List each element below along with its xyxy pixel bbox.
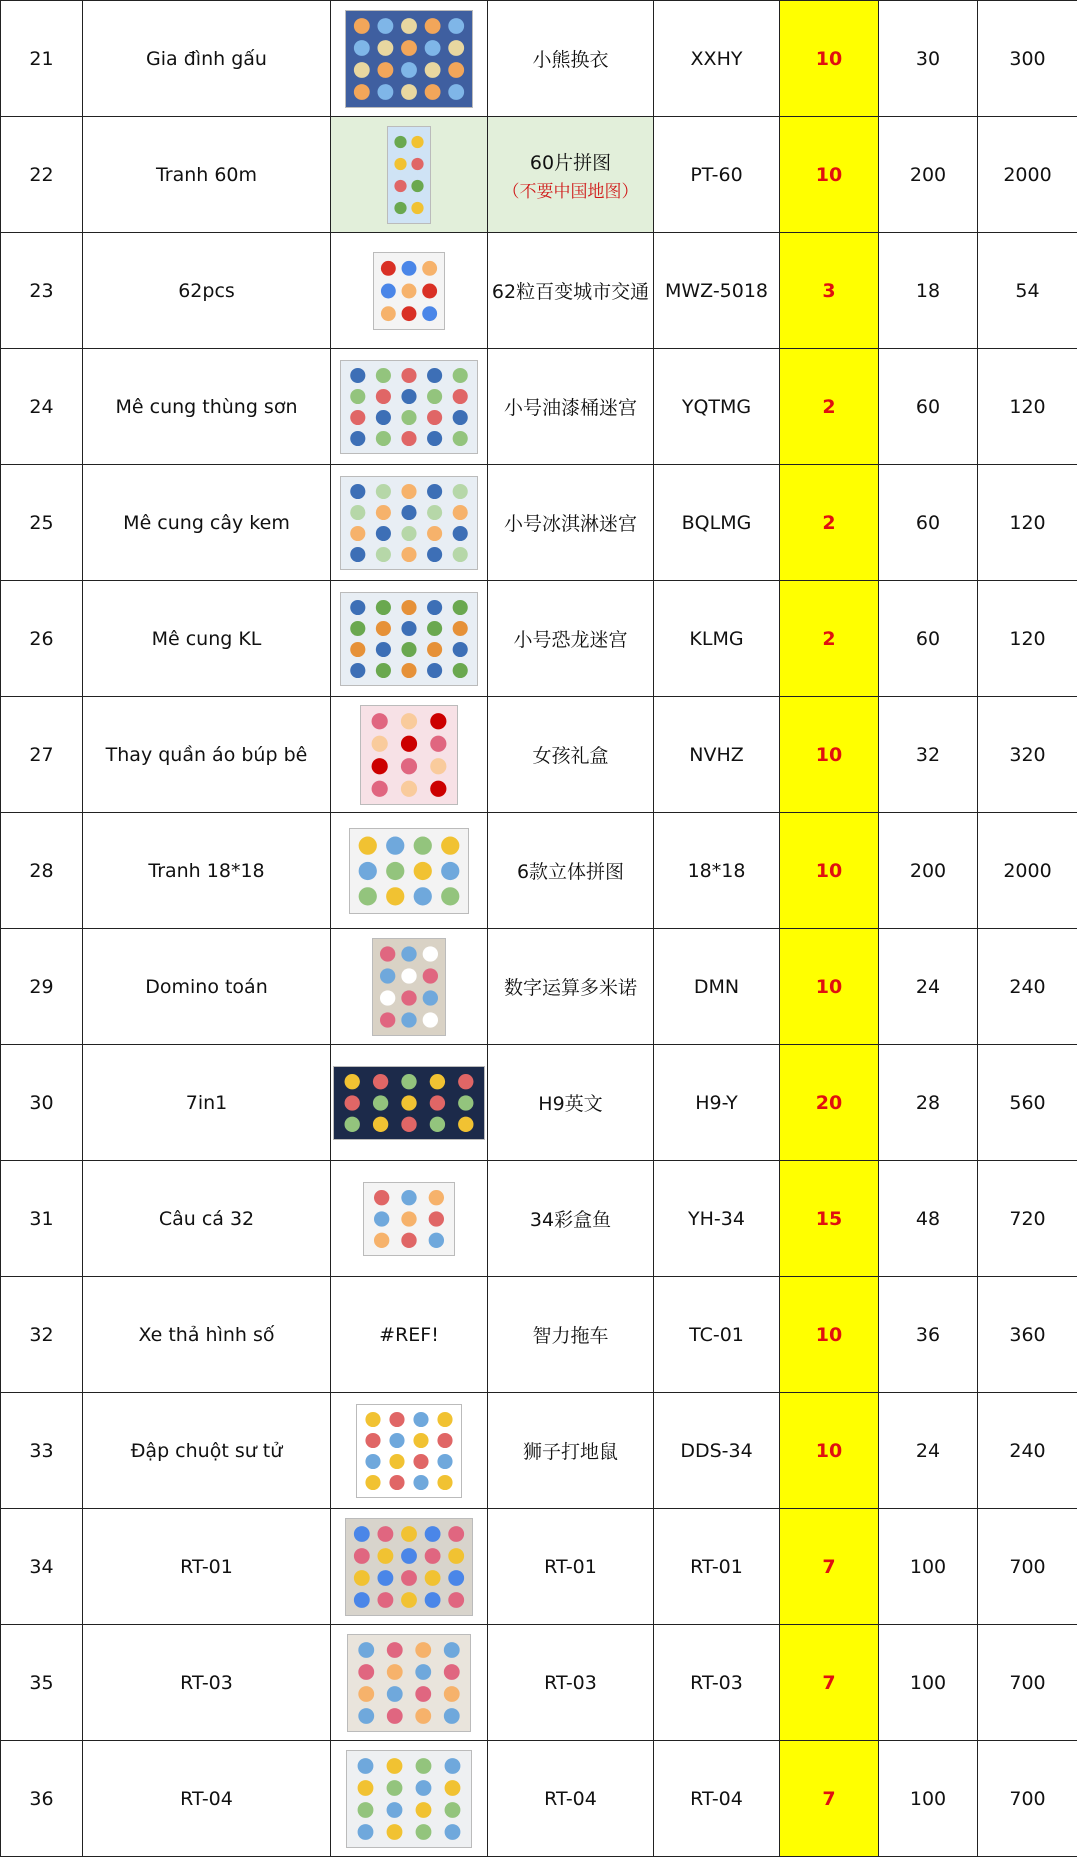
product-thumbnail <box>345 10 473 108</box>
product-code: KLMG <box>654 581 780 697</box>
total: 700 <box>978 1741 1077 1857</box>
row-number: 21 <box>1 1 83 117</box>
product-code: H9-Y <box>654 1045 780 1161</box>
chinese-name-text: RT-04 <box>544 1787 597 1810</box>
chinese-name-text: 狮子打地鼠 <box>522 1441 618 1463</box>
row-number: 31 <box>1 1161 83 1277</box>
product-code: DMN <box>654 929 780 1045</box>
unit-price: 36 <box>879 1277 978 1393</box>
quantity: 7 <box>780 1509 879 1625</box>
product-thumbnail <box>356 1404 462 1498</box>
unit-price: 60 <box>879 465 978 581</box>
vietnamese-name: RT-01 <box>83 1509 331 1625</box>
vietnamese-name: 7in1 <box>83 1045 331 1161</box>
table-row <box>1 1277 1077 1393</box>
row-number: 26 <box>1 581 83 697</box>
row-number: 34 <box>1 1509 83 1625</box>
unit-price: 32 <box>879 697 978 813</box>
chinese-name-text: 62粒百变城市交通 <box>491 281 650 303</box>
unit-price: 100 <box>879 1625 978 1741</box>
row-number: 22 <box>1 117 83 233</box>
quantity: 20 <box>780 1045 879 1161</box>
table-row <box>1 1393 1077 1509</box>
chinese-name-text: RT-01 <box>544 1555 597 1578</box>
total: 54 <box>978 233 1077 349</box>
product-image-cell <box>331 233 488 349</box>
chinese-name-text: 女孩礼盒 <box>532 745 609 767</box>
product-image-cell <box>331 1 488 117</box>
product-image-cell <box>331 1509 488 1625</box>
chinese-name <box>488 117 654 233</box>
product-thumbnail <box>387 126 431 224</box>
product-code: TC-01 <box>654 1277 780 1393</box>
product-image-cell <box>331 1741 488 1857</box>
product-image-cell <box>331 1045 488 1161</box>
total: 360 <box>978 1277 1077 1393</box>
quantity: 10 <box>780 813 879 929</box>
chinese-name-text: 6款立体拼图 <box>516 861 625 883</box>
product-code: NVHZ <box>654 697 780 813</box>
product-code: BQLMG <box>654 465 780 581</box>
unit-price: 18 <box>879 233 978 349</box>
product-thumbnail <box>345 1518 473 1616</box>
chinese-name <box>488 1741 654 1857</box>
row-number: 30 <box>1 1045 83 1161</box>
table-row <box>1 697 1077 813</box>
product-code: PT-60 <box>654 117 780 233</box>
chinese-name <box>488 465 654 581</box>
quantity: 10 <box>780 697 879 813</box>
product-thumbnail <box>340 360 478 454</box>
product-image-cell: #REF! <box>331 1277 488 1393</box>
unit-price: 24 <box>879 1393 978 1509</box>
unit-price: 28 <box>879 1045 978 1161</box>
product-thumbnail <box>373 252 445 330</box>
table-row <box>1 813 1077 929</box>
vietnamese-name: Domino toán <box>83 929 331 1045</box>
chinese-name <box>488 581 654 697</box>
row-number: 25 <box>1 465 83 581</box>
quantity: 3 <box>780 233 879 349</box>
product-code: 18*18 <box>654 813 780 929</box>
unit-price: 200 <box>879 117 978 233</box>
unit-price: 100 <box>879 1509 978 1625</box>
chinese-name-text: 数字运算多米诺 <box>503 977 637 999</box>
row-number: 35 <box>1 1625 83 1741</box>
product-image-cell <box>331 117 488 233</box>
chinese-name-text: RT-03 <box>544 1671 597 1694</box>
chinese-name-text: 小号油漆桶迷宫 <box>503 397 637 419</box>
product-code: YQTMG <box>654 349 780 465</box>
unit-price: 200 <box>879 813 978 929</box>
quantity: 7 <box>780 1741 879 1857</box>
product-code: RT-04 <box>654 1741 780 1857</box>
table-row <box>1 233 1077 349</box>
table-row <box>1 1741 1077 1857</box>
table-row <box>1 1 1077 117</box>
total: 700 <box>978 1625 1077 1741</box>
total: 2000 <box>978 117 1077 233</box>
vietnamese-name: Thay quần áo búp bê <box>83 697 331 813</box>
chinese-name <box>488 1393 654 1509</box>
chinese-name-text: 34彩盒鱼 <box>529 1209 612 1231</box>
product-code: XXHY <box>654 1 780 117</box>
product-code: DDS-34 <box>654 1393 780 1509</box>
chinese-name-text: H9英文 <box>538 1093 603 1115</box>
product-thumbnail <box>363 1182 455 1256</box>
total: 320 <box>978 697 1077 813</box>
vietnamese-name: Xe thả hình số <box>83 1277 331 1393</box>
quantity: 10 <box>780 929 879 1045</box>
vietnamese-name: RT-04 <box>83 1741 331 1857</box>
chinese-name <box>488 233 654 349</box>
product-code: MWZ-5018 <box>654 233 780 349</box>
total: 300 <box>978 1 1077 117</box>
table-row <box>1 349 1077 465</box>
quantity: 10 <box>780 117 879 233</box>
chinese-name <box>488 697 654 813</box>
product-image-cell <box>331 581 488 697</box>
quantity: 10 <box>780 1 879 117</box>
product-thumbnail <box>346 1750 472 1848</box>
vietnamese-name: Đập chuột sư tử <box>83 1393 331 1509</box>
product-image-cell <box>331 349 488 465</box>
chinese-name-text: 智力拖车 <box>532 1325 609 1347</box>
product-image-cell <box>331 1393 488 1509</box>
row-number: 32 <box>1 1277 83 1393</box>
total: 120 <box>978 349 1077 465</box>
product-image-cell <box>331 697 488 813</box>
chinese-name-text: 60片拼图 <box>529 151 612 174</box>
quantity: 10 <box>780 1277 879 1393</box>
chinese-name <box>488 1277 654 1393</box>
chinese-name <box>488 929 654 1045</box>
total: 560 <box>978 1045 1077 1161</box>
product-thumbnail <box>349 828 469 914</box>
quantity: 15 <box>780 1161 879 1277</box>
table-row <box>1 1509 1077 1625</box>
row-number: 23 <box>1 233 83 349</box>
quantity: 2 <box>780 465 879 581</box>
product-code: RT-01 <box>654 1509 780 1625</box>
row-number: 33 <box>1 1393 83 1509</box>
vietnamese-name: Câu cá 32 <box>83 1161 331 1277</box>
chinese-name <box>488 1509 654 1625</box>
row-number: 36 <box>1 1741 83 1857</box>
vietnamese-name: Tranh 60m <box>83 117 331 233</box>
total: 240 <box>978 1393 1077 1509</box>
table-row <box>1 1045 1077 1161</box>
vietnamese-name: 62pcs <box>83 233 331 349</box>
quantity: 2 <box>780 581 879 697</box>
total: 240 <box>978 929 1077 1045</box>
total: 120 <box>978 581 1077 697</box>
chinese-name <box>488 1 654 117</box>
product-table-body <box>1 1 1077 1857</box>
unit-price: 100 <box>879 1741 978 1857</box>
vietnamese-name: Tranh 18*18 <box>83 813 331 929</box>
product-thumbnail <box>340 476 478 570</box>
vietnamese-name: RT-03 <box>83 1625 331 1741</box>
table-row <box>1 929 1077 1045</box>
unit-price: 48 <box>879 1161 978 1277</box>
table-row <box>1 465 1077 581</box>
unit-price: 24 <box>879 929 978 1045</box>
product-image-cell <box>331 929 488 1045</box>
table-row <box>1 581 1077 697</box>
product-code: YH-34 <box>654 1161 780 1277</box>
row-number: 29 <box>1 929 83 1045</box>
table-row <box>1 117 1077 233</box>
chinese-name <box>488 813 654 929</box>
unit-price: 60 <box>879 581 978 697</box>
vietnamese-name: Gia đình gấu <box>83 1 331 117</box>
row-number: 24 <box>1 349 83 465</box>
unit-price: 30 <box>879 1 978 117</box>
unit-price: 60 <box>879 349 978 465</box>
chinese-name-text: 小号冰淇淋迷宫 <box>503 513 637 535</box>
chinese-name <box>488 1161 654 1277</box>
total: 120 <box>978 465 1077 581</box>
vietnamese-name: Mê cung KL <box>83 581 331 697</box>
chinese-name-note: （不要中国地图） <box>502 181 639 202</box>
table-row <box>1 1161 1077 1277</box>
row-number: 28 <box>1 813 83 929</box>
product-image-cell <box>331 1161 488 1277</box>
product-image-cell <box>331 465 488 581</box>
chinese-name <box>488 1045 654 1161</box>
product-thumbnail <box>372 938 446 1036</box>
total: 720 <box>978 1161 1077 1277</box>
product-thumbnail <box>360 705 458 805</box>
chinese-name-text: 小熊换衣 <box>532 49 609 71</box>
product-thumbnail <box>340 592 478 686</box>
chinese-name-text: 小号恐龙迷宫 <box>513 629 628 651</box>
chinese-name <box>488 349 654 465</box>
quantity: 10 <box>780 1393 879 1509</box>
product-code: RT-03 <box>654 1625 780 1741</box>
vietnamese-name: Mê cung thùng sơn <box>83 349 331 465</box>
chinese-name <box>488 1625 654 1741</box>
row-number: 27 <box>1 697 83 813</box>
table-row <box>1 1625 1077 1741</box>
product-image-cell <box>331 813 488 929</box>
product-thumbnail <box>347 1634 471 1732</box>
product-thumbnail <box>333 1066 485 1140</box>
total: 700 <box>978 1509 1077 1625</box>
quantity: 7 <box>780 1625 879 1741</box>
quantity: 2 <box>780 349 879 465</box>
total: 2000 <box>978 813 1077 929</box>
vietnamese-name: Mê cung cây kem <box>83 465 331 581</box>
product-image-cell <box>331 1625 488 1741</box>
